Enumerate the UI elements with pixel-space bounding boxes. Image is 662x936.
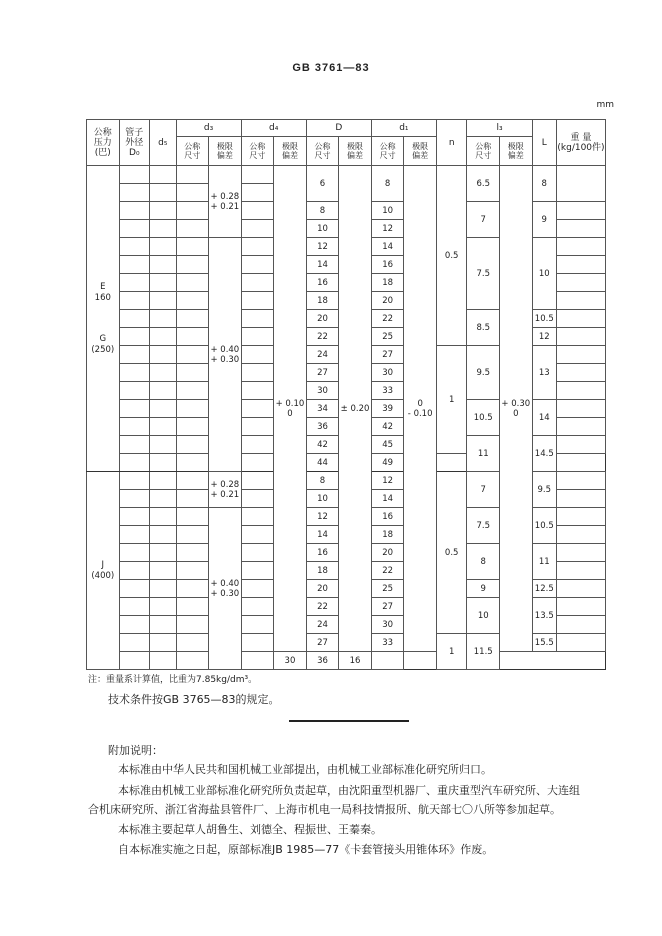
d3-cell xyxy=(176,454,209,472)
L-cell: 14 xyxy=(532,400,556,436)
d3-cell xyxy=(176,220,209,238)
d4-cell xyxy=(241,418,274,436)
d3-cell xyxy=(176,472,209,490)
pipe-od-cell xyxy=(119,616,150,634)
d1-cell: 30 xyxy=(371,616,404,634)
d1-cell: 30 xyxy=(371,364,404,382)
d3-cell xyxy=(176,544,209,562)
d5-cell xyxy=(150,652,176,670)
d4-cell xyxy=(241,526,274,544)
l3-cell: 7.5 xyxy=(467,508,500,544)
d5-cell xyxy=(150,508,176,526)
d1-cell: 49 xyxy=(371,454,404,472)
d4-cell xyxy=(241,490,274,508)
l3-deviation: + 0.30 0 xyxy=(500,166,533,652)
divider-line xyxy=(289,720,409,722)
d3-cell xyxy=(176,238,209,256)
pipe-od-cell xyxy=(119,652,150,670)
d1-cell: 25 xyxy=(371,580,404,598)
pressure-group-eg xyxy=(87,166,120,472)
sub-nominal: 公称 尺寸 xyxy=(241,137,274,166)
d1-cell: 20 xyxy=(371,544,404,562)
d5-cell xyxy=(150,472,176,490)
L-cell: 8 xyxy=(532,166,556,202)
pipe-od-cell xyxy=(119,580,150,598)
weight-cell xyxy=(556,418,605,436)
pipe-od-cell xyxy=(119,634,150,652)
unit-label: mm xyxy=(596,100,614,110)
pipe-od-cell xyxy=(119,400,150,418)
d3-cell xyxy=(176,382,209,400)
pipe-od-cell xyxy=(119,292,150,310)
d1-cell: 18 xyxy=(371,274,404,292)
d3-cell xyxy=(176,310,209,328)
d5-cell xyxy=(150,346,176,364)
d1-cell: 14 xyxy=(371,238,404,256)
table-note: 注：重量系计算值，比重为7.85kg/dm³。 xyxy=(88,675,258,685)
appendix-paragraph: 合机床研究所、浙江省海盐县管件厂、上海市机电一局科技情报所、航天部七〇八所等参加起草。 xyxy=(88,803,561,816)
d4-cell xyxy=(241,292,274,310)
l3-cell: 11 xyxy=(467,436,500,472)
D-cell: 27 xyxy=(306,364,339,382)
l3-cell: 11.5 xyxy=(467,634,500,670)
weight-cell xyxy=(556,202,605,220)
d4-deviation: + 0.10 0 xyxy=(274,166,307,652)
D-cell: 12 xyxy=(306,238,339,256)
d4-cell xyxy=(241,202,274,220)
D-cell: 44 xyxy=(306,454,339,472)
d4-cell xyxy=(241,274,274,292)
d4-cell xyxy=(241,508,274,526)
d4-cell xyxy=(241,580,274,598)
pipe-od-cell xyxy=(119,544,150,562)
table-body xyxy=(87,120,606,670)
n-value: 1 xyxy=(436,346,467,454)
d1-cell: 16 xyxy=(371,508,404,526)
sub-deviation: 极限 偏差 xyxy=(339,137,372,166)
table-row xyxy=(87,166,606,184)
D-deviation: ± 0.20 xyxy=(339,166,372,652)
l3-cell: 8 xyxy=(467,544,500,580)
standard-header: GB 3761—83 xyxy=(292,62,370,74)
col-d4: d₄ xyxy=(241,120,306,137)
pipe-od-cell xyxy=(119,220,150,238)
header-row-1 xyxy=(87,120,606,137)
appendix-title: 附加说明： xyxy=(108,744,163,757)
pipe-od-cell xyxy=(119,166,150,184)
d4-cell xyxy=(241,328,274,346)
d5-cell xyxy=(150,598,176,616)
weight-cell xyxy=(371,652,404,670)
D-cell: 24 xyxy=(306,346,339,364)
sub-deviation: 极限 偏差 xyxy=(404,137,437,166)
d1-cell: 14 xyxy=(371,490,404,508)
l3-cell: 7 xyxy=(467,472,500,508)
appendix-paragraph: 本标准由中华人民共和国机械工业部提出，由机械工业部标准化研究所归口。 xyxy=(118,763,492,776)
weight-cell xyxy=(556,364,605,382)
d4-cell xyxy=(241,472,274,490)
d1-cell: 16 xyxy=(371,256,404,274)
D-cell: 18 xyxy=(306,292,339,310)
appendix-paragraph: 本标准由机械工业部标准化研究所负责起草，由沈阳重型机器厂、重庆重型汽车研究所、大连组 xyxy=(118,784,580,797)
appendix-paragraph: 本标准主要起草人胡鲁生、刘德全、程振世、王蓁秦。 xyxy=(118,823,382,836)
pressure-label: E xyxy=(100,281,106,292)
weight-cell xyxy=(556,562,605,580)
d5-cell xyxy=(150,490,176,508)
sub-nominal: 公称 尺寸 xyxy=(371,137,404,166)
d4-cell xyxy=(241,310,274,328)
L-cell: 13.5 xyxy=(532,598,556,634)
d1-cell: 12 xyxy=(371,472,404,490)
pipe-od-cell xyxy=(119,346,150,364)
l3-cell: 6.5 xyxy=(467,166,500,202)
d4-cell xyxy=(241,634,274,652)
d5-cell xyxy=(150,454,176,472)
pipe-od-cell xyxy=(119,256,150,274)
pressure-label: J xyxy=(101,559,105,570)
d3-cell xyxy=(176,202,209,220)
d1-cell: 27 xyxy=(371,346,404,364)
D-cell: 16 xyxy=(306,544,339,562)
D-cell: 36 xyxy=(306,418,339,436)
D-cell: 30 xyxy=(306,382,339,400)
pipe-od-cell xyxy=(119,328,150,346)
pipe-od-cell xyxy=(119,310,150,328)
n-value: 1 xyxy=(436,634,467,670)
D-cell: 22 xyxy=(306,328,339,346)
D-cell: 30 xyxy=(274,652,307,670)
d1-cell: 42 xyxy=(371,418,404,436)
l3-cell: 8.5 xyxy=(467,310,500,346)
D-cell: 10 xyxy=(306,490,339,508)
l3-cell: 10 xyxy=(467,598,500,634)
d1-cell: 33 xyxy=(371,634,404,652)
d4-cell xyxy=(241,256,274,274)
D-cell: 14 xyxy=(306,526,339,544)
pipe-od-cell xyxy=(119,364,150,382)
d3-cell xyxy=(176,508,209,526)
D-cell: 8 xyxy=(306,472,339,490)
weight-cell xyxy=(556,382,605,400)
weight-cell xyxy=(556,436,605,454)
d1-cell: 10 xyxy=(371,202,404,220)
d5-cell xyxy=(150,436,176,454)
weight-cell xyxy=(556,508,605,526)
d4-cell xyxy=(241,364,274,382)
D-cell: 10 xyxy=(306,220,339,238)
weight-cell xyxy=(556,544,605,562)
d4-cell xyxy=(241,562,274,580)
pipe-od-cell xyxy=(119,508,150,526)
pipe-od-cell xyxy=(119,382,150,400)
d4-cell xyxy=(241,544,274,562)
d3-cell xyxy=(176,292,209,310)
D-cell: 34 xyxy=(306,400,339,418)
sub-deviation: 极限 偏差 xyxy=(274,137,307,166)
d5-cell xyxy=(150,562,176,580)
d5-cell xyxy=(150,292,176,310)
pressure-label: 160 xyxy=(94,292,111,303)
L-cell: 16 xyxy=(339,652,372,670)
d3-cell xyxy=(176,562,209,580)
d4-cell xyxy=(241,436,274,454)
d1-cell: 8 xyxy=(371,166,404,202)
D-cell: 24 xyxy=(306,616,339,634)
L-cell: 10.5 xyxy=(532,310,556,328)
table-row xyxy=(87,652,606,670)
D-cell: 18 xyxy=(306,562,339,580)
pipe-od-cell xyxy=(119,202,150,220)
col-l3: l₃ xyxy=(467,120,532,137)
sub-deviation: 极限 偏差 xyxy=(209,137,242,166)
L-cell: 9.5 xyxy=(532,472,556,508)
d1-cell: 25 xyxy=(371,328,404,346)
pipe-od-cell xyxy=(119,598,150,616)
d3-cell xyxy=(176,598,209,616)
d1-cell: 12 xyxy=(371,220,404,238)
d5-cell xyxy=(150,580,176,598)
L-cell: 12 xyxy=(532,328,556,346)
sub-nominal: 公称 尺寸 xyxy=(176,137,209,166)
L-cell: 12.5 xyxy=(532,580,556,598)
d5-cell xyxy=(150,184,176,202)
col-n: n xyxy=(436,120,467,166)
d1-cell: 39 xyxy=(371,400,404,418)
d4-cell xyxy=(241,238,274,256)
d3-cell xyxy=(176,184,209,202)
d5-cell xyxy=(150,544,176,562)
weight-cell xyxy=(556,310,605,328)
col-D: D xyxy=(306,120,371,137)
d3-cell xyxy=(176,616,209,634)
L-cell: 10.5 xyxy=(532,508,556,544)
d5-cell xyxy=(150,256,176,274)
col-weight: 重 量 (kg/100件) xyxy=(556,120,605,166)
d5-cell xyxy=(150,274,176,292)
d5-cell xyxy=(150,310,176,328)
d3-cell xyxy=(176,526,209,544)
n-value: 0.5 xyxy=(436,472,467,634)
pressure-label: (250) xyxy=(91,344,115,355)
weight-cell xyxy=(556,328,605,346)
D-cell: 27 xyxy=(306,634,339,652)
d4-cell xyxy=(241,598,274,616)
weight-cell xyxy=(556,490,605,508)
pressure-label: G xyxy=(99,333,107,344)
l3-cell: 7.5 xyxy=(467,238,500,310)
d3-cell xyxy=(176,580,209,598)
pipe-od-cell xyxy=(119,562,150,580)
d1-cell: 18 xyxy=(371,526,404,544)
weight-cell xyxy=(556,256,605,274)
pipe-od-cell xyxy=(119,274,150,292)
weight-cell xyxy=(556,598,605,616)
col-d5: d₅ xyxy=(150,120,176,166)
d3-cell xyxy=(176,166,209,184)
weight-cell xyxy=(556,526,605,544)
d3-cell xyxy=(176,490,209,508)
L-cell: 10 xyxy=(532,238,556,310)
d5-cell xyxy=(150,418,176,436)
D-cell: 8 xyxy=(306,202,339,220)
d1-deviation: 0 - 0.10 xyxy=(404,166,437,652)
d3-cell xyxy=(176,400,209,418)
d4-cell xyxy=(241,184,274,202)
weight-cell xyxy=(556,220,605,238)
l3-cell: 9 xyxy=(467,580,500,598)
pipe-od-cell xyxy=(119,238,150,256)
d1-cell: 22 xyxy=(371,310,404,328)
d3-cell xyxy=(176,274,209,292)
d3-deviation: + 0.40 + 0.30 xyxy=(209,238,242,472)
pipe-od-cell xyxy=(119,472,150,490)
d4-cell xyxy=(241,454,274,472)
d4-cell xyxy=(241,382,274,400)
d3-cell xyxy=(176,256,209,274)
d3-cell xyxy=(176,418,209,436)
weight-cell xyxy=(556,238,605,256)
n-value: 0.5 xyxy=(436,166,467,346)
dimension-table xyxy=(86,119,606,670)
weight-cell xyxy=(556,292,605,310)
sub-nominal: 公称 尺寸 xyxy=(467,137,500,166)
pressure-group-j xyxy=(87,472,120,670)
D-cell: 22 xyxy=(306,598,339,616)
weight-cell xyxy=(556,472,605,490)
weight-cell xyxy=(556,616,605,634)
d5-cell xyxy=(150,634,176,652)
d4-cell xyxy=(241,346,274,364)
weight-cell xyxy=(556,346,605,364)
d3-cell xyxy=(176,436,209,454)
weight-cell xyxy=(556,166,605,202)
pipe-od-cell xyxy=(119,184,150,202)
L-cell: 11 xyxy=(532,544,556,580)
l3-cell: 9.5 xyxy=(467,346,500,400)
L-cell: 9 xyxy=(532,202,556,238)
weight-cell xyxy=(556,400,605,418)
d4-cell xyxy=(241,616,274,634)
d1-cell: 36 xyxy=(306,652,339,670)
sub-nominal: 公称 尺寸 xyxy=(306,137,339,166)
pipe-od-cell xyxy=(119,454,150,472)
D-cell: 12 xyxy=(306,508,339,526)
d3-cell xyxy=(176,364,209,382)
d4-cell xyxy=(241,220,274,238)
pipe-od-cell xyxy=(119,526,150,544)
col-d3: d₃ xyxy=(176,120,241,137)
sub-deviation: 极限 偏差 xyxy=(500,137,533,166)
d5-cell xyxy=(150,616,176,634)
D-cell: 20 xyxy=(306,310,339,328)
d3-cell xyxy=(176,634,209,652)
D-cell: 16 xyxy=(306,274,339,292)
D-cell: 14 xyxy=(306,256,339,274)
d4-cell xyxy=(241,166,274,184)
d3-deviation: + 0.40 + 0.30 xyxy=(209,508,242,670)
l3-cell: 7 xyxy=(467,202,500,238)
col-pipe-od: 管子 外径 D₀ xyxy=(119,120,150,166)
tech-condition: 技术条件按GB 3765—83的规定。 xyxy=(108,693,280,706)
d5-cell xyxy=(150,364,176,382)
d3-cell xyxy=(176,346,209,364)
L-cell: 14.5 xyxy=(532,436,556,472)
d5-cell xyxy=(150,382,176,400)
d3-cell xyxy=(176,652,209,670)
d3-cell xyxy=(176,328,209,346)
pipe-od-cell xyxy=(119,418,150,436)
d4-cell xyxy=(241,652,274,670)
weight-cell xyxy=(436,454,467,472)
weight-cell xyxy=(556,274,605,292)
d5-cell xyxy=(150,220,176,238)
col-pressure: 公称 压力 (巴) xyxy=(87,120,120,166)
col-d1: d₁ xyxy=(371,120,436,137)
d1-cell: 27 xyxy=(371,598,404,616)
d5-cell xyxy=(150,526,176,544)
d4-cell xyxy=(241,400,274,418)
pipe-od-cell xyxy=(119,490,150,508)
d1-cell: 33 xyxy=(371,382,404,400)
L-cell: 13 xyxy=(532,346,556,400)
d1-cell: 20 xyxy=(371,292,404,310)
d5-cell xyxy=(150,400,176,418)
d1-cell: 45 xyxy=(371,436,404,454)
d5-cell xyxy=(150,238,176,256)
pipe-od-cell xyxy=(119,436,150,454)
L-cell: 15.5 xyxy=(532,634,556,652)
d3-deviation: + 0.28 + 0.21 xyxy=(209,472,242,508)
weight-cell xyxy=(556,634,605,652)
d3-deviation: + 0.28 + 0.21 xyxy=(209,166,242,238)
weight-cell xyxy=(556,580,605,598)
D-cell: 20 xyxy=(306,580,339,598)
d5-cell xyxy=(150,202,176,220)
pressure-label: (400) xyxy=(91,570,115,581)
l3-cell: 10.5 xyxy=(467,400,500,436)
D-cell: 42 xyxy=(306,436,339,454)
col-L: L xyxy=(532,120,556,166)
d5-cell xyxy=(150,328,176,346)
appendix-paragraph: 自本标准实施之日起，原部标准JB 1985—77《卡套管接头用锥体环》作废。 xyxy=(118,843,494,856)
d1-cell: 22 xyxy=(371,562,404,580)
d5-cell xyxy=(150,166,176,184)
D-cell: 6 xyxy=(306,166,339,202)
